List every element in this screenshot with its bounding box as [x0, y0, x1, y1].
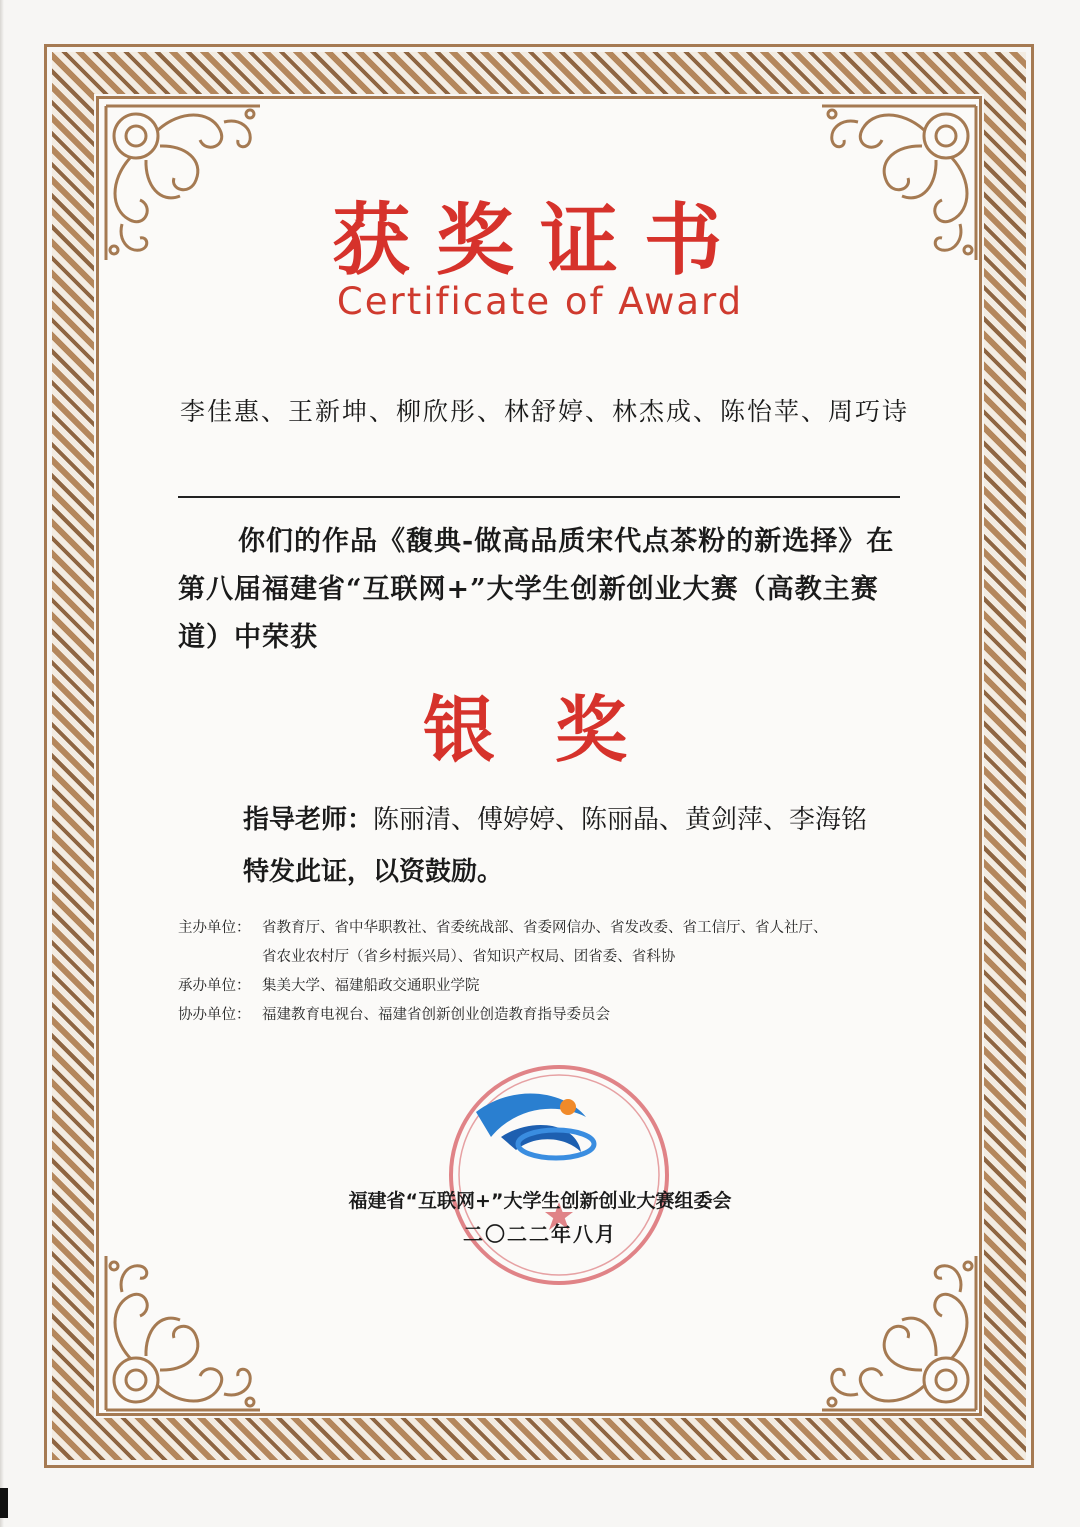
organizer-value: 集美大学、福建船政交通职业学院 [262, 978, 480, 994]
corner-ornament-icon [100, 1246, 270, 1416]
certificate-title: 获奖证书 [331, 195, 748, 286]
organizer-row [178, 972, 918, 1001]
organizer-row [178, 1001, 918, 1030]
organizer-value: 福建教育电视台、福建省创新创业创造教育指导委员会 [262, 1007, 610, 1023]
corner-ornament-icon [812, 1246, 982, 1416]
award-level: 银奖 [422, 687, 687, 772]
organizer-label [178, 943, 262, 972]
scan-artifact [0, 1488, 8, 1518]
advisors-names: 陈丽清、傅婷婷、陈丽晶、黄剑萍、李海铭 [373, 805, 868, 835]
advisors-label: 指导老师： [243, 805, 374, 835]
organizer-label: 承办单位： [178, 978, 251, 994]
advisors-line [243, 800, 943, 840]
organizer-row [178, 943, 918, 972]
divider [178, 496, 900, 498]
certificate-title-english: Certificate of Award [336, 280, 744, 323]
recipient-names: 李佳惠、王新坤、柳欣彤、林舒婷、林杰成、陈怡苹、周巧诗 [180, 397, 910, 426]
organizer-value: 省教育厅、省中华职教社、省委统战部、省委网信办、省发改委、省工信厅、省人社厅、 [262, 920, 828, 936]
issue-date: 二〇二二年八月 [463, 1222, 617, 1246]
organizer-label: 协办单位： [178, 1007, 251, 1023]
organizer-value: 省农业农村厅（省乡村振兴局）、省知识产权局、团省委、省科协 [262, 949, 676, 965]
issuing-committee: 福建省“互联网+”大学生创新创业大赛组委会 [348, 1190, 732, 1212]
closing-line: 特发此证，以资鼓励。 [243, 857, 504, 887]
organizer-label: 主办单位： [178, 920, 251, 936]
organizer-list [178, 914, 918, 1030]
organizer-row [178, 914, 918, 943]
award-statement: 你们的作品《馥典-做高品质宋代点茶粉的新选择》在第八届福建省“互联网+”大学生创新创业大赛（高教主赛道）中荣获 [178, 526, 895, 653]
official-seal-icon [446, 1062, 672, 1288]
